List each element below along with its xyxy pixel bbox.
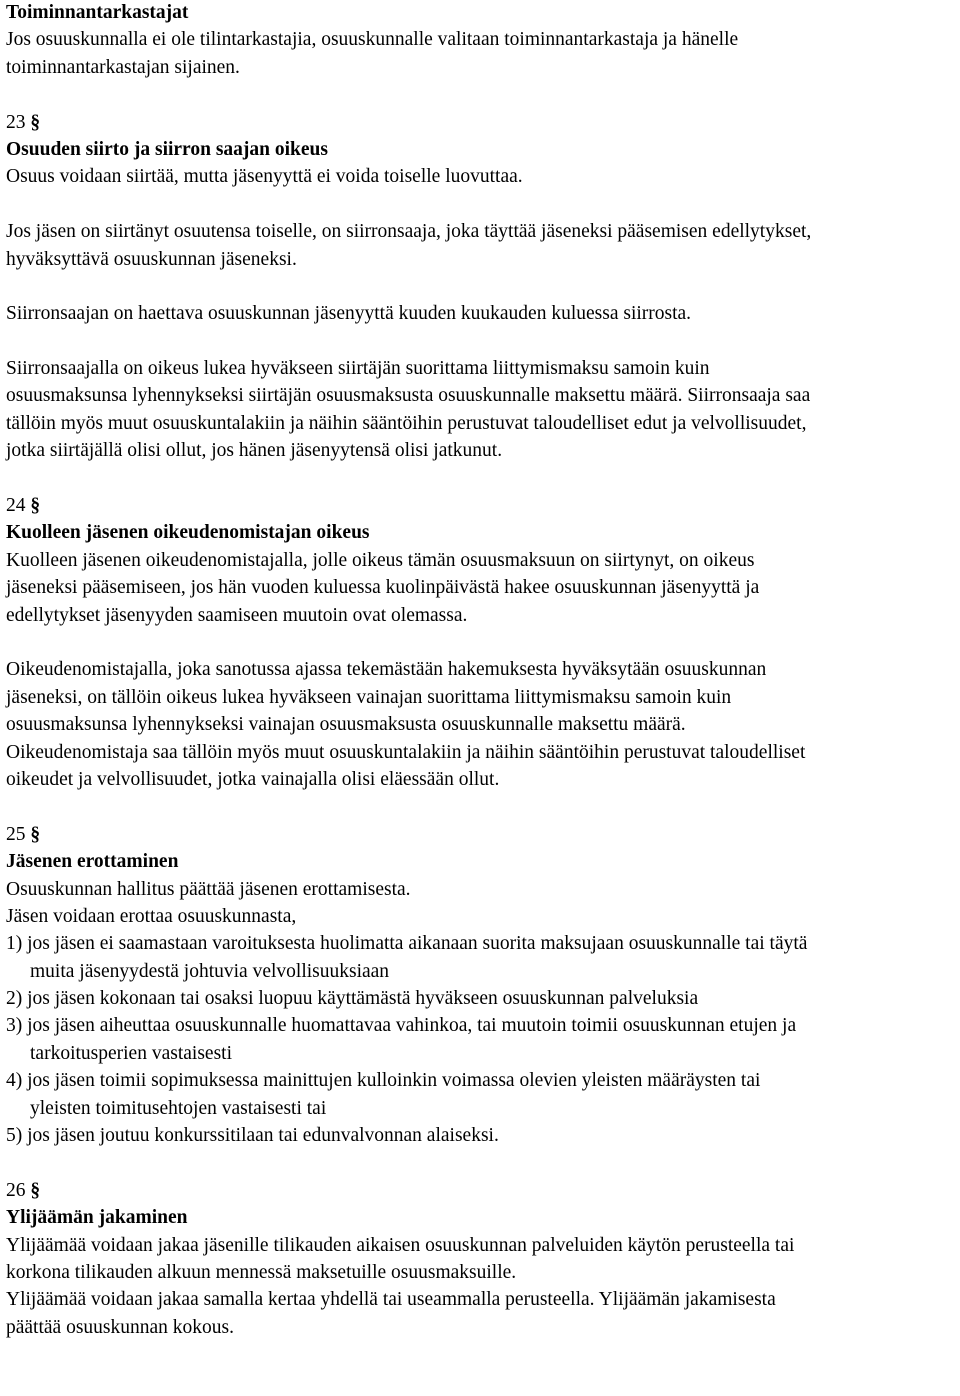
paragraph xyxy=(6,218,956,273)
paragraph-gap xyxy=(6,1149,956,1176)
section-number: 24 xyxy=(6,495,26,517)
paragraph xyxy=(6,355,956,465)
text-line: korkona tilikauden alkuun mennessä maksetuille osuusmaksuille. xyxy=(6,1261,517,1283)
section-sign-icon: § xyxy=(30,1179,41,1201)
text-line: oikeudet ja velvollisuudet, jotka vainajalla olisi eläessään ollut. xyxy=(6,768,500,790)
paragraph-gap xyxy=(6,81,956,108)
section-number-line xyxy=(6,821,956,848)
section-sign-icon: § xyxy=(30,495,41,517)
text-line: jäseneksi, on tällöin oikeus lukea hyväkseen vainajan suorittama liittymismaksu samoin kuin xyxy=(6,686,732,708)
text-line: tällöin myös muut osuuskuntalakiin ja näihin sääntöihin perustuvat taloudelliset edut ja velvollisuudet, xyxy=(6,412,807,434)
text-line: Oikeudenomistaja saa tällöin myös muut osuuskuntalakiin ja näihin sääntöihin perustuvat taloudelliset xyxy=(6,741,806,763)
section-title: Kuolleen jäsenen oikeudenomistajan oikeus xyxy=(6,522,370,544)
text-line: hyväksyttävä osuuskunnan jäseneksi. xyxy=(6,248,297,270)
text-line: Jäsen voidaan erottaa osuuskunnasta, xyxy=(6,905,297,927)
section-number-line xyxy=(6,1177,956,1204)
text-line: osuusmaksunsa lyhennykseksi vainajan osuusmaksusta osuuskunnalle maksettu määrä. xyxy=(6,714,686,736)
text-line: edellytykset jäsenyyden saamiseen muutoin ovat olemassa. xyxy=(6,604,468,626)
text-line: Ylijäämää voidaan jakaa jäsenille tilikauden aikaisen osuuskunnan palveluiden käytön perusteella tai xyxy=(6,1234,795,1256)
paragraph xyxy=(6,300,956,327)
text-line: Oikeudenomistajalla, joka sanotussa ajassa tekemästään hakemuksesta hyväksytään osuuskunnan xyxy=(6,659,767,681)
section-number: 26 xyxy=(6,1179,26,1201)
list-item-continuation: muita jäsenyydestä johtuvia velvollisuuksiaan xyxy=(30,960,390,982)
text-line: toiminnantarkastajan sijainen. xyxy=(6,56,240,78)
text-line: jäseneksi pääsemiseen, jos hän vuoden kuluessa kuolinpäivästä hakee osuuskunnan jäsenyyttä ja xyxy=(6,577,760,599)
section-title: Jäsenen erottaminen xyxy=(6,851,179,873)
section-number: 25 xyxy=(6,823,26,845)
section-number: 23 xyxy=(6,111,26,133)
paragraph-gap xyxy=(6,273,956,300)
text-line: Ylijäämää voidaan jakaa samalla kertaa yhdellä tai useammalla perusteella. Ylijäämän jakamisesta xyxy=(6,1289,776,1311)
text-line: jotka siirtäjällä olisi ollut, jos hänen jäsenyytensä olisi jatkunut. xyxy=(6,440,503,462)
section-23 xyxy=(6,109,956,191)
section-25 xyxy=(6,821,956,1150)
paragraph-gap xyxy=(6,328,956,355)
text-line: Osuuskunnan hallitus päättää jäsenen erottamisesta. xyxy=(6,878,411,900)
list-item-continuation: tarkoitusperien vastaisesti xyxy=(30,1042,232,1064)
text-line: Kuolleen jäsenen oikeudenomistajalla, jolle oikeus tämän osuusmaksuun on siirtynyt, on oikeus xyxy=(6,549,755,571)
section-sign-icon: § xyxy=(30,111,41,133)
section-26 xyxy=(6,1177,956,1341)
section-sign-icon: § xyxy=(30,823,41,845)
text-line: osuusmaksunsa lyhennykseksi siirtäjän osuusmaksusta osuuskunnalle maksettu määrä. Siirronsaaja saa xyxy=(6,385,811,407)
text-line: Osuus voidaan siirtää, mutta jäsenyyttä ei voida toiselle luovuttaa. xyxy=(6,166,523,188)
section-24 xyxy=(6,492,956,629)
heading-toiminnantarkastajat: Toiminnantarkastajat xyxy=(6,2,189,23)
paragraph-gap xyxy=(6,793,956,820)
list-item: 4) jos jäsen toimii sopimuksessa mainittujen kulloinkin voimassa olevien yleisten määräysten tai xyxy=(6,1070,761,1092)
list-item: 2) jos jäsen kokonaan tai osaksi luopuu käyttämästä hyväkseen osuuskunnan palveluksia xyxy=(6,988,699,1010)
paragraph-gap xyxy=(6,191,956,218)
section-title: Osuuden siirto ja siirron saajan oikeus xyxy=(6,138,328,160)
list-item-continuation: yleisten toimitusehtojen vastaisesti tai xyxy=(30,1097,327,1119)
text-line: päättää osuuskunnan kokous. xyxy=(6,1316,235,1338)
section-number-line xyxy=(6,109,956,136)
list-item: 3) jos jäsen aiheuttaa osuuskunnalle huomattavaa vahinkoa, tai muutoin toimii osuuskunnan etujen ja xyxy=(6,1015,797,1037)
section-title: Ylijäämän jakaminen xyxy=(6,1207,188,1229)
paragraph-gap xyxy=(6,629,956,656)
document-page xyxy=(6,0,956,1341)
paragraph xyxy=(6,656,956,793)
list-item: 5) jos jäsen joutuu konkurssitilaan tai edunvalvonnan alaiseksi. xyxy=(6,1125,499,1147)
text-line: Jos jäsen on siirtänyt osuutensa toiselle, on siirronsaaja, joka täyttää jäseneksi pääsemisen edellytykset, xyxy=(6,221,812,243)
text-line: Siirronsaajan on haettava osuuskunnan jäsenyyttä kuuden kuukauden kuluessa siirrosta. xyxy=(6,303,692,325)
text-line: Jos osuuskunnalla ei ole tilintarkastajia, osuuskunnalle valitaan toiminnantarkastaja ja hänelle xyxy=(6,29,739,51)
paragraph-toiminnantarkastajat xyxy=(6,0,956,81)
list-item: 1) jos jäsen ei saamastaan varoituksesta huolimatta aikanaan suorita maksujaan osuuskunnalle tai täytä xyxy=(6,933,808,955)
text-line: Siirronsaajalla on oikeus lukea hyväkseen siirtäjän suorittama liittymismaksu samoin kuin xyxy=(6,358,710,380)
paragraph-gap xyxy=(6,465,956,492)
section-number-line xyxy=(6,492,956,519)
